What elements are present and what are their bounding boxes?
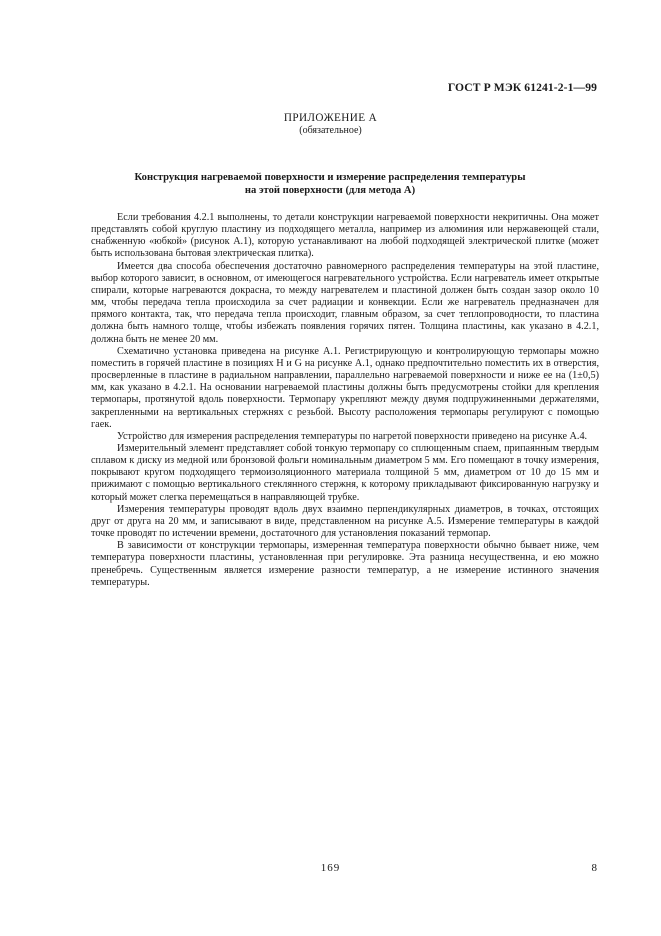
- paragraph: Схематично установка приведена на рисунке А.1. Регистрирующую и контролирующую термопары можно поместить в горячей пластине в позициях H и G на рисунке А.1, однако предпочтительно поместить их в отверстия, просверленные в пластине в радиальном направлении, параллельно нагреваемой поверхности и ниже ее на (1±0,5) мм, как указано в 4.2.1. На основании нагреваемой пластины должны быть предусмотрены стойки для крепления термопары, протянутой вдоль поверхности. Термопару укрепляют между двумя подпружиненными держателями, закрепленными на вертикальных стержнях с резьбой. Высоту расположения термопары регулируют с помощью гаек.: [91, 345, 599, 430]
- page-number: 169: [320, 862, 341, 874]
- paragraph: Измерения температуры проводят вдоль двух взаимно перпендикулярных диаметров, в точках, отстоящих друг от друга на 20 мм, и записывают в виде, представленном на рисунке А.5. Измерение температуры в каждой точке проводят по истечении времени, достаточного для установления показаний термопар.: [91, 503, 599, 540]
- section-heading: [100, 171, 560, 197]
- appendix-status: (обязательное): [299, 125, 362, 136]
- section-heading-line-1: Конструкция нагреваемой поверхности и измерение распределения температуры: [134, 172, 526, 183]
- paragraph: Имеется два способа обеспечения достаточно равномерного распределения температуры на этой пластине, выбор которого зависит, в основном, от имеющегося нагревательного устройства. Если нагреватель имеет открытые спирали, которые нагреваются докрасна, то между нагревателем и пластиной должен быть создан зазор около 10 мм, чтобы передача тепла происходила за счет радиации и конвекции. Если же нагреватель предназначен для прямого контакта, так, что передача тепла происходит, главным образом, за счет теплопроводности, то пластина должна быть намного толще, чтобы избежать появления горячих пятен. Толщина пластины, как указано в 4.2.1, должна быть не менее 20 мм.: [91, 260, 599, 345]
- body-text: [91, 212, 599, 589]
- paragraph: В зависимости от конструкции термопары, измеренная температура поверхности обычно бывает ниже, чем температура поверхности пластины, установленная при регулировке. Эта разница несущественна, и ею можно пренебречь. Существенным является измерение разности температур, а не измерение истинного значения температуры.: [91, 540, 599, 588]
- paragraph: Если требования 4.2.1 выполнены, то детали конструкции нагреваемой поверхности некритичны. Она может представлять собой круглую пластину из подходящего металла, например из алюминия или нержавеющей стали, снабженную «юбкой» (рисунок А.1), которую устанавливают на любой подходящей электрической плитке (может быть использована бытовая электрическая плитка).: [91, 212, 599, 260]
- appendix-title: ПРИЛОЖЕНИЕ А: [283, 112, 378, 124]
- paragraph: Измерительный элемент представляет собой тонкую термопару со сплющенным спаем, припаянным твердым сплавом к диску из медной или бронзовой фольги номинальным диаметром 5 мм. Его помещают в точку измерения, покрывают кругом подходящего термоизоляционного материала толщиной 5 мм, диаметром от 10 до 15 мм и прижимают с помощью вертикального стеклянного стержня, к которому прикладывают фиксированную нагрузку и который может слегка перемещаться в направляющей трубке.: [91, 442, 599, 503]
- section-heading-line-2: на этой поверхности (для метода А): [244, 185, 416, 196]
- standard-code: ГОСТ Р МЭК 61241-2-1—99: [447, 81, 597, 94]
- paragraph: Устройство для измерения распределения температуры по нагретой поверхности приведено на рисунке А.4.: [117, 430, 588, 442]
- sheet-number: 8: [591, 862, 597, 874]
